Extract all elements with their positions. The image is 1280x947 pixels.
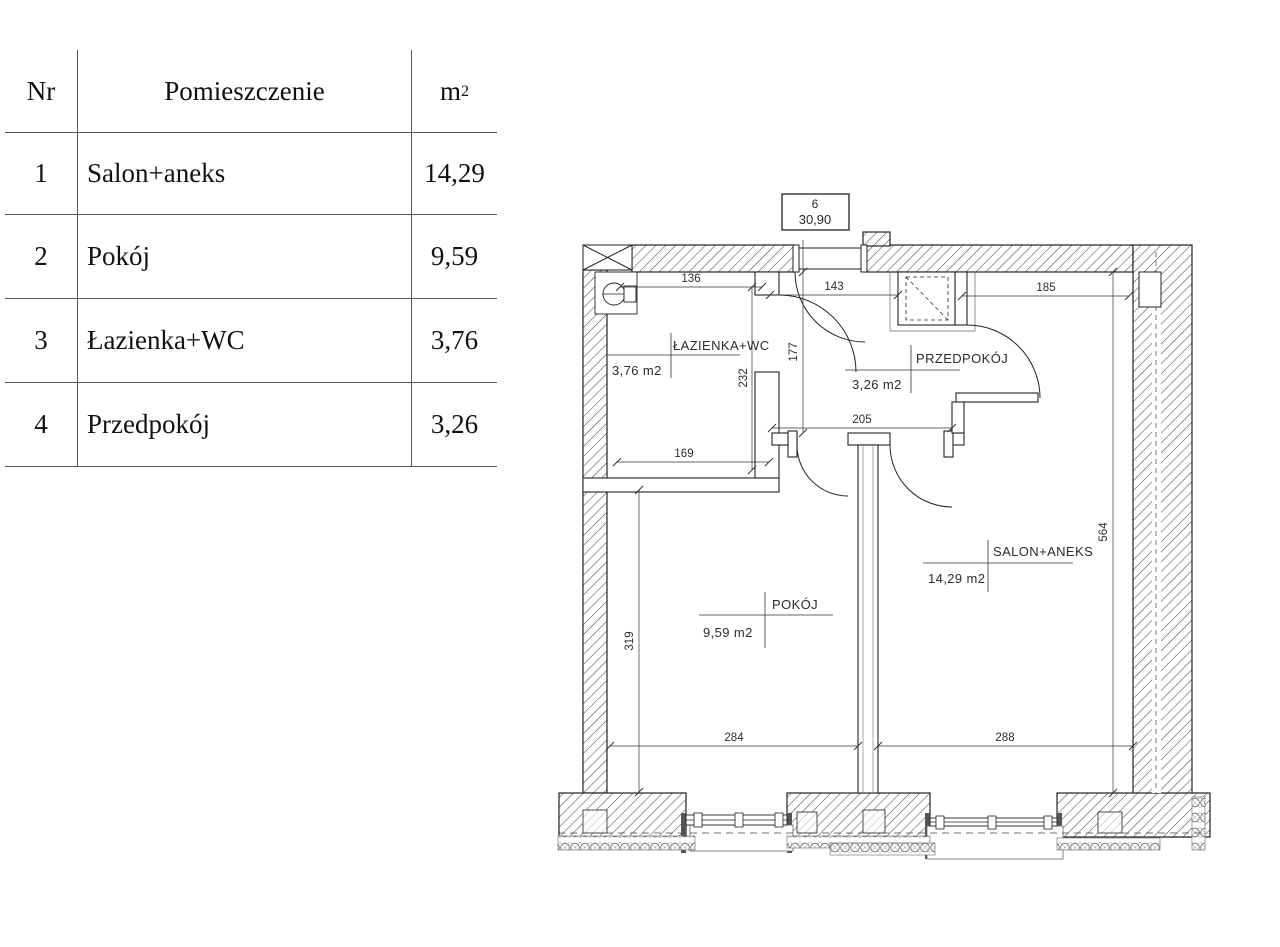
row3-nr: 3 <box>5 299 77 383</box>
dim-bath-bottom: 169 <box>674 448 694 460</box>
row4-room: Przedpokój <box>77 383 411 467</box>
dim-hall-width: 205 <box>852 414 872 426</box>
entrance-opening <box>793 245 867 272</box>
dim-room-side: 319 <box>624 631 636 651</box>
dim-entry-top: 143 <box>824 281 844 293</box>
row2-nr: 2 <box>5 215 77 299</box>
svg-text:POKÓJ: POKÓJ <box>772 597 819 612</box>
label-room <box>699 592 833 648</box>
row3-area: 3,76 <box>411 299 497 383</box>
dim-salon-top: 185 <box>1036 282 1056 294</box>
label-hall <box>845 345 1008 393</box>
row4-area: 3,26 <box>411 383 497 467</box>
dim-bath-side: 232 <box>738 368 750 388</box>
unit-total-area: 30,90 <box>798 212 832 227</box>
svg-text:3,26 m2: 3,26 m2 <box>852 377 902 392</box>
svg-text:ŁAZIENKA+WC: ŁAZIENKA+WC <box>673 338 770 353</box>
corner-box <box>583 245 632 270</box>
unit-title-box <box>782 194 849 230</box>
svg-text:PRZEDPOKÓJ: PRZEDPOKÓJ <box>916 351 1009 366</box>
dim-hall-side: 177 <box>788 342 800 362</box>
svg-text:3,76 m2: 3,76 m2 <box>612 363 662 378</box>
svg-text:14,29 m2: 14,29 m2 <box>928 571 986 586</box>
table-header-area: m 2 <box>411 50 497 133</box>
dim-salon-width: 288 <box>995 732 1015 744</box>
row2-room: Pokój <box>77 215 411 299</box>
row2-area: 9,59 <box>411 215 497 299</box>
row3-room: Łazienka+WC <box>77 299 411 383</box>
salon-south-door-arc <box>890 445 952 507</box>
dim-bath-top: 136 <box>681 273 701 285</box>
unit-number: 6 <box>811 197 819 211</box>
window-2 <box>925 813 1063 859</box>
svg-text:SALON+ANEKS: SALON+ANEKS <box>993 544 1094 559</box>
dim-room-width: 284 <box>724 732 744 744</box>
row1-area: 14,29 <box>411 133 497 215</box>
row1-nr: 1 <box>5 133 77 215</box>
row1-room: Salon+aneks <box>77 133 411 215</box>
svg-text:9,59 m2: 9,59 m2 <box>703 625 753 640</box>
washbasin-fixture <box>595 272 637 314</box>
dim-salon-side: 564 <box>1098 522 1110 542</box>
label-salon <box>923 540 1093 592</box>
table-header-room: Pomieszczenie <box>77 50 411 133</box>
row4-nr: 4 <box>5 383 77 467</box>
table-header-nr: Nr <box>5 50 77 133</box>
room-door-arc <box>797 445 848 496</box>
